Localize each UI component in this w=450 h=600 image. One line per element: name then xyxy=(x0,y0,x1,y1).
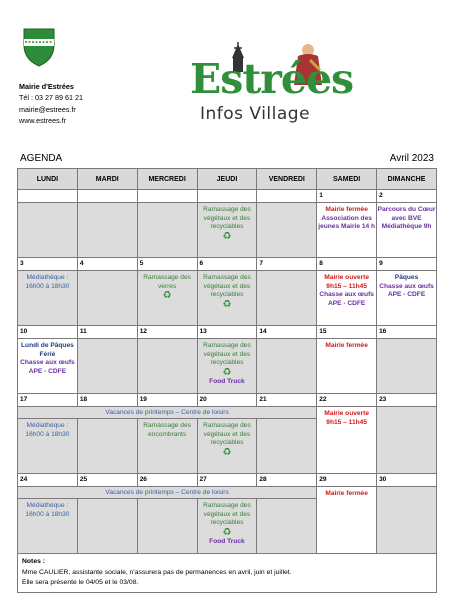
week-number-row xyxy=(18,190,437,203)
mairie-contact xyxy=(19,81,83,126)
day-cell xyxy=(77,203,137,258)
day-header-row xyxy=(18,169,437,190)
day-cell xyxy=(197,499,257,554)
mairie-name: Mairie d'Estrées xyxy=(19,82,74,91)
day-number: 7 xyxy=(257,258,317,271)
day-number xyxy=(18,190,78,203)
day-number: 14 xyxy=(257,326,317,339)
day-number xyxy=(197,190,257,203)
day-number: 23 xyxy=(377,394,437,407)
event-vegetaux: Ramassage des végétaux et des recyclables xyxy=(203,502,251,527)
day-number: 24 xyxy=(18,474,78,487)
day-number: 26 xyxy=(137,474,197,487)
event-chasse-oeufs: Chasse aux œufs APE - CDFE xyxy=(379,282,434,299)
day-header: MERCREDI xyxy=(137,169,197,190)
event-vegetaux: Ramassage des végétaux et des recyclables xyxy=(203,422,251,447)
day-cell xyxy=(77,271,137,326)
day-cell xyxy=(257,499,317,554)
day-number: 15 xyxy=(317,326,377,339)
day-cell xyxy=(77,499,137,554)
day-cell xyxy=(18,203,78,258)
agenda-label: AGENDA xyxy=(20,153,63,164)
calendar-table xyxy=(17,168,437,593)
event-mediatheque: Médiathèque : 16h00 à 18h30 xyxy=(25,422,70,438)
day-cell xyxy=(317,339,377,394)
day-cell xyxy=(77,419,137,474)
day-cell xyxy=(257,203,317,258)
week-body-row xyxy=(18,271,437,326)
day-cell xyxy=(377,339,437,394)
recycle-icon: ♻ xyxy=(222,526,232,538)
day-number: 13 xyxy=(197,326,257,339)
week-number-row xyxy=(18,394,437,407)
day-cell xyxy=(137,271,197,326)
notes-cell xyxy=(18,554,437,593)
event-asso-jeunes: Association des jeunes Mairie 14 h xyxy=(318,214,376,231)
logo-subtitle: Infos Village xyxy=(200,104,311,124)
mairie-tel: Tél : 03 27 89 61 21 xyxy=(19,93,83,103)
day-number xyxy=(257,190,317,203)
day-cell xyxy=(197,339,257,394)
recycle-icon: ♻ xyxy=(222,366,232,378)
day-number xyxy=(77,190,137,203)
day-number: 16 xyxy=(377,326,437,339)
event-mediatheque: Médiathèque : 16h00 à 18h30 xyxy=(25,502,70,518)
day-cell xyxy=(18,499,78,554)
day-number: 21 xyxy=(257,394,317,407)
event-lundi-paques: Lundi de Pâques Férié xyxy=(21,342,74,358)
logo-title: Estrées xyxy=(190,55,354,103)
day-cell xyxy=(197,203,257,258)
day-number: 25 xyxy=(77,474,137,487)
day-number: 6 xyxy=(197,258,257,271)
recycle-icon: ♻ xyxy=(162,290,172,302)
day-cell xyxy=(197,271,257,326)
day-number: 27 xyxy=(197,474,257,487)
event-verres: Ramassage des verres xyxy=(143,274,191,290)
event-vegetaux: Ramassage des végétaux et des recyclables xyxy=(203,274,251,299)
notes-title: Notes : xyxy=(22,558,46,565)
mairie-web[interactable]: www.estrees.fr xyxy=(19,115,67,125)
event-vegetaux: Ramassage des végétaux et des recyclables xyxy=(203,206,251,231)
event-food-truck: Food Truck xyxy=(209,538,245,546)
event-mediatheque: Médiathèque : 16h00 à 18h30 xyxy=(25,274,70,290)
day-header: JEUDI xyxy=(197,169,257,190)
event-vacances: Vacances de printemps – Centre de loisirs xyxy=(18,407,317,419)
day-cell xyxy=(137,419,197,474)
day-header: VENDREDI xyxy=(257,169,317,190)
event-chasse-oeufs: Chasse aux œufs APE - CDFE xyxy=(20,359,75,375)
day-cell xyxy=(137,203,197,258)
week-body-row xyxy=(18,339,437,394)
recycle-icon: ♻ xyxy=(222,298,232,310)
week-number-row xyxy=(18,326,437,339)
notes-row xyxy=(18,554,437,593)
day-cell xyxy=(317,407,377,474)
day-cell xyxy=(197,419,257,474)
day-cell xyxy=(317,203,377,258)
day-cell xyxy=(77,339,137,394)
event-vegetaux: Ramassage des végétaux et des recyclables xyxy=(203,342,251,367)
day-cell xyxy=(18,419,78,474)
vacances-row xyxy=(18,407,437,419)
day-header: MARDI xyxy=(77,169,137,190)
day-cell xyxy=(137,339,197,394)
event-mairie-fermee: Mairie fermée xyxy=(325,490,368,497)
day-cell xyxy=(377,203,437,258)
day-number: 12 xyxy=(137,326,197,339)
event-chasse-oeufs: Chasse aux œufs APE - CDFE xyxy=(319,291,374,307)
event-parcours: Parcours du Cœur avec BVE xyxy=(377,206,436,222)
day-header: SAMEDI xyxy=(317,169,377,190)
day-cell xyxy=(257,339,317,394)
day-cell xyxy=(18,271,78,326)
event-vacances: Vacances de printemps – Centre de loisirs xyxy=(18,487,317,499)
vacances-row xyxy=(18,487,437,499)
day-number: 28 xyxy=(257,474,317,487)
day-number: 11 xyxy=(77,326,137,339)
day-cell xyxy=(257,419,317,474)
event-mairie-fermee: Mairie fermée xyxy=(325,342,368,349)
day-number xyxy=(137,190,197,203)
day-cell xyxy=(257,271,317,326)
day-number: 10 xyxy=(18,326,78,339)
event-food-truck: Food Truck xyxy=(209,378,245,386)
day-cell xyxy=(317,487,377,554)
day-number: 30 xyxy=(377,474,437,487)
day-header: DIMANCHE xyxy=(377,169,437,190)
event-paques: Pâques xyxy=(394,274,419,281)
day-number: 9 xyxy=(377,258,437,271)
day-cell xyxy=(377,271,437,326)
week-number-row xyxy=(18,258,437,271)
day-header: LUNDI xyxy=(18,169,78,190)
day-number: 18 xyxy=(77,394,137,407)
event-mairie-ouverte: Mairie ouverte 9h15 – 11h45 xyxy=(324,274,369,290)
recycle-icon: ♻ xyxy=(222,446,232,458)
month-label: Avril 2023 xyxy=(389,153,434,164)
day-number: 8 xyxy=(317,258,377,271)
day-number: 17 xyxy=(18,394,78,407)
mairie-email[interactable]: mairie@estrees.fr xyxy=(19,104,76,114)
shield-icon xyxy=(22,27,56,67)
day-number: 5 xyxy=(137,258,197,271)
notes-line: Elle sera présente le 04/05 et le 03/08. xyxy=(22,579,139,586)
day-number: 19 xyxy=(137,394,197,407)
day-number: 29 xyxy=(317,474,377,487)
day-number: 3 xyxy=(18,258,78,271)
event-encombrants: Ramassage des encombrants xyxy=(143,422,191,438)
day-number: 2 xyxy=(377,190,437,203)
day-cell xyxy=(137,499,197,554)
day-cell xyxy=(377,407,437,474)
event-mediatheque: Médiathèque 9h xyxy=(381,223,432,231)
recycle-icon: ♻ xyxy=(222,230,232,242)
day-number: 20 xyxy=(197,394,257,407)
week-body-row xyxy=(18,203,437,258)
day-number: 22 xyxy=(317,394,377,407)
day-cell xyxy=(317,271,377,326)
notes-line: Mme CAULIER, assistante sociale, n'assurera pas de permanences en avril, juin et juillet. xyxy=(22,568,292,576)
day-cell xyxy=(377,487,437,554)
week-number-row xyxy=(18,474,437,487)
day-number: 4 xyxy=(77,258,137,271)
event-mairie-ouverte: Mairie ouverte 9h15 – 11h45 xyxy=(324,410,369,426)
day-number: 1 xyxy=(317,190,377,203)
day-cell xyxy=(18,339,78,394)
event-mairie-fermee: Mairie fermée xyxy=(325,206,368,213)
